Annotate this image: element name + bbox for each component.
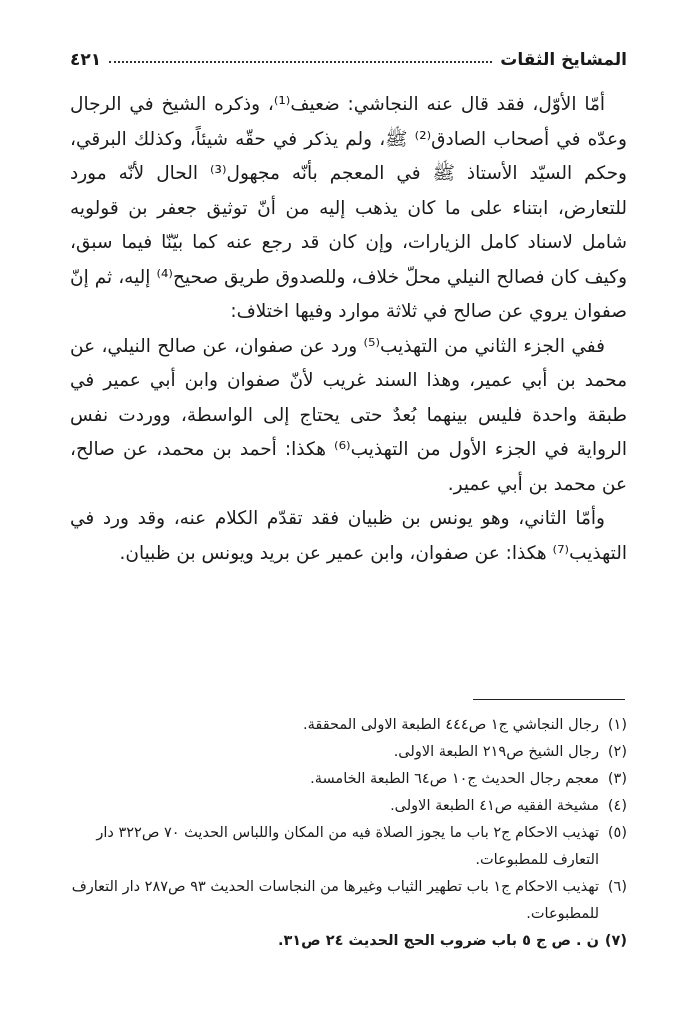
- running-header: [70, 40, 627, 70]
- footnote-number: (٧): [604, 933, 627, 949]
- footnotes: [70, 712, 627, 955]
- footnote-text: رجال الشيخ ص٢١٩ الطبعة الاولى.: [393, 744, 599, 760]
- footnote-number: (٢): [607, 744, 627, 760]
- footnote-number: (٤): [607, 798, 627, 814]
- footnote-text: معجم رجال الحديث ج١٠ ص٦٤ الطبعة الخامسة.: [310, 771, 599, 787]
- footnote-text: رجال النجاشي ج١ ص٤٤٤ الطبعة الاولى المحققة.: [302, 717, 599, 733]
- footnote-number: (٦): [607, 879, 627, 895]
- leader-dots: [109, 60, 492, 63]
- footnote-text: تهذيب الاحكام ج١ باب تطهير الثياب وغيرها من النجاسات الحديث ٩٣ ص٢٨٧ دار التعارف للمطبوعات.: [71, 879, 599, 922]
- footnote-text: تهذيب الاحكام ج٢ باب ما يجوز الصلاة فيه من المكان واللباس الحديث ٧٠ ص٣٢٢ دار التعارف للمطبوعات.: [96, 825, 599, 868]
- footnote-1: [70, 712, 627, 739]
- paragraph-first: أمّا الأوّل، فقد قال عنه النجاشي: ضعيف⁽¹⁾، وذكره الشيخ في الرجال وعدّه في أصحاب الصادق⁽²⁾ ﷺ، ولم يذكر في حقّه شيئاً، وكذلك البرقي، وحكم السيّد الأستاذ ﷺ في المعجم بأنّه مجهول⁽³⁾ الحال لأنّه مورد للتعارض، ابتناء على ما كان يذهب إليه من أنّ توثيق جعفر بن قولويه شامل لاسناد كامل الزيارات، وإن كان قد رجع عنه كما بيّنّا فيما سبق، وكيف كان فصالح النيلي محلّ خلاف، وللصدوق طريق صحيح⁽⁴⁾ إليه، ثم إنّ صفوان يروي عن صالح في ثلاثة موارد وفيها اختلاف:: [70, 94, 627, 322]
- running-title: المشايخ الثقات: [500, 50, 627, 70]
- footnote-4: [70, 793, 627, 820]
- footnote-number: (٥): [607, 825, 627, 841]
- footnote-7: [70, 928, 627, 955]
- footnote-2: [70, 739, 627, 766]
- footnote-text: مشيخة الفقيه ص٤١ الطبعة الاولى.: [390, 798, 599, 814]
- footnote-5: [70, 820, 627, 874]
- footnote-text: ن . ص ج ٥ باب ضروب الحج الحديث ٢٤ ص٣١.: [277, 933, 599, 949]
- footnote-separator: [473, 699, 625, 700]
- paragraph-third: وأمّا الثاني، وهو يونس بن ظبيان فقد تقدّم الكلام عنه، وقد ورد في التهذيب⁽⁷⁾ هكذا: عن صفوان، وابن عمير عن بريد ويونس بن ظبيان.: [70, 508, 627, 564]
- footnote-6: [70, 874, 627, 928]
- footnote-3: [70, 766, 627, 793]
- main-text: [70, 88, 627, 571]
- footnote-number: (٣): [607, 771, 627, 787]
- paragraph-second: ففي الجزء الثاني من التهذيب⁽⁵⁾ ورد عن صفوان، عن صالح النيلي، عن محمد بن أبي عمير، وهذا السند غريب لأنّ صفوان وابن أبي عمير في طبقة واحدة فليس بينهما بُعدٌ حتى يحتاج إلى الواسطة، ووردت نفس الرواية في الجزء الأول من التهذيب⁽⁶⁾ هكذا: أحمد بن محمد، عن صالح، عن محمد بن أبي عمير.: [70, 335, 628, 495]
- page-number: ٤٢١: [70, 50, 102, 70]
- footnote-number: (١): [607, 717, 627, 733]
